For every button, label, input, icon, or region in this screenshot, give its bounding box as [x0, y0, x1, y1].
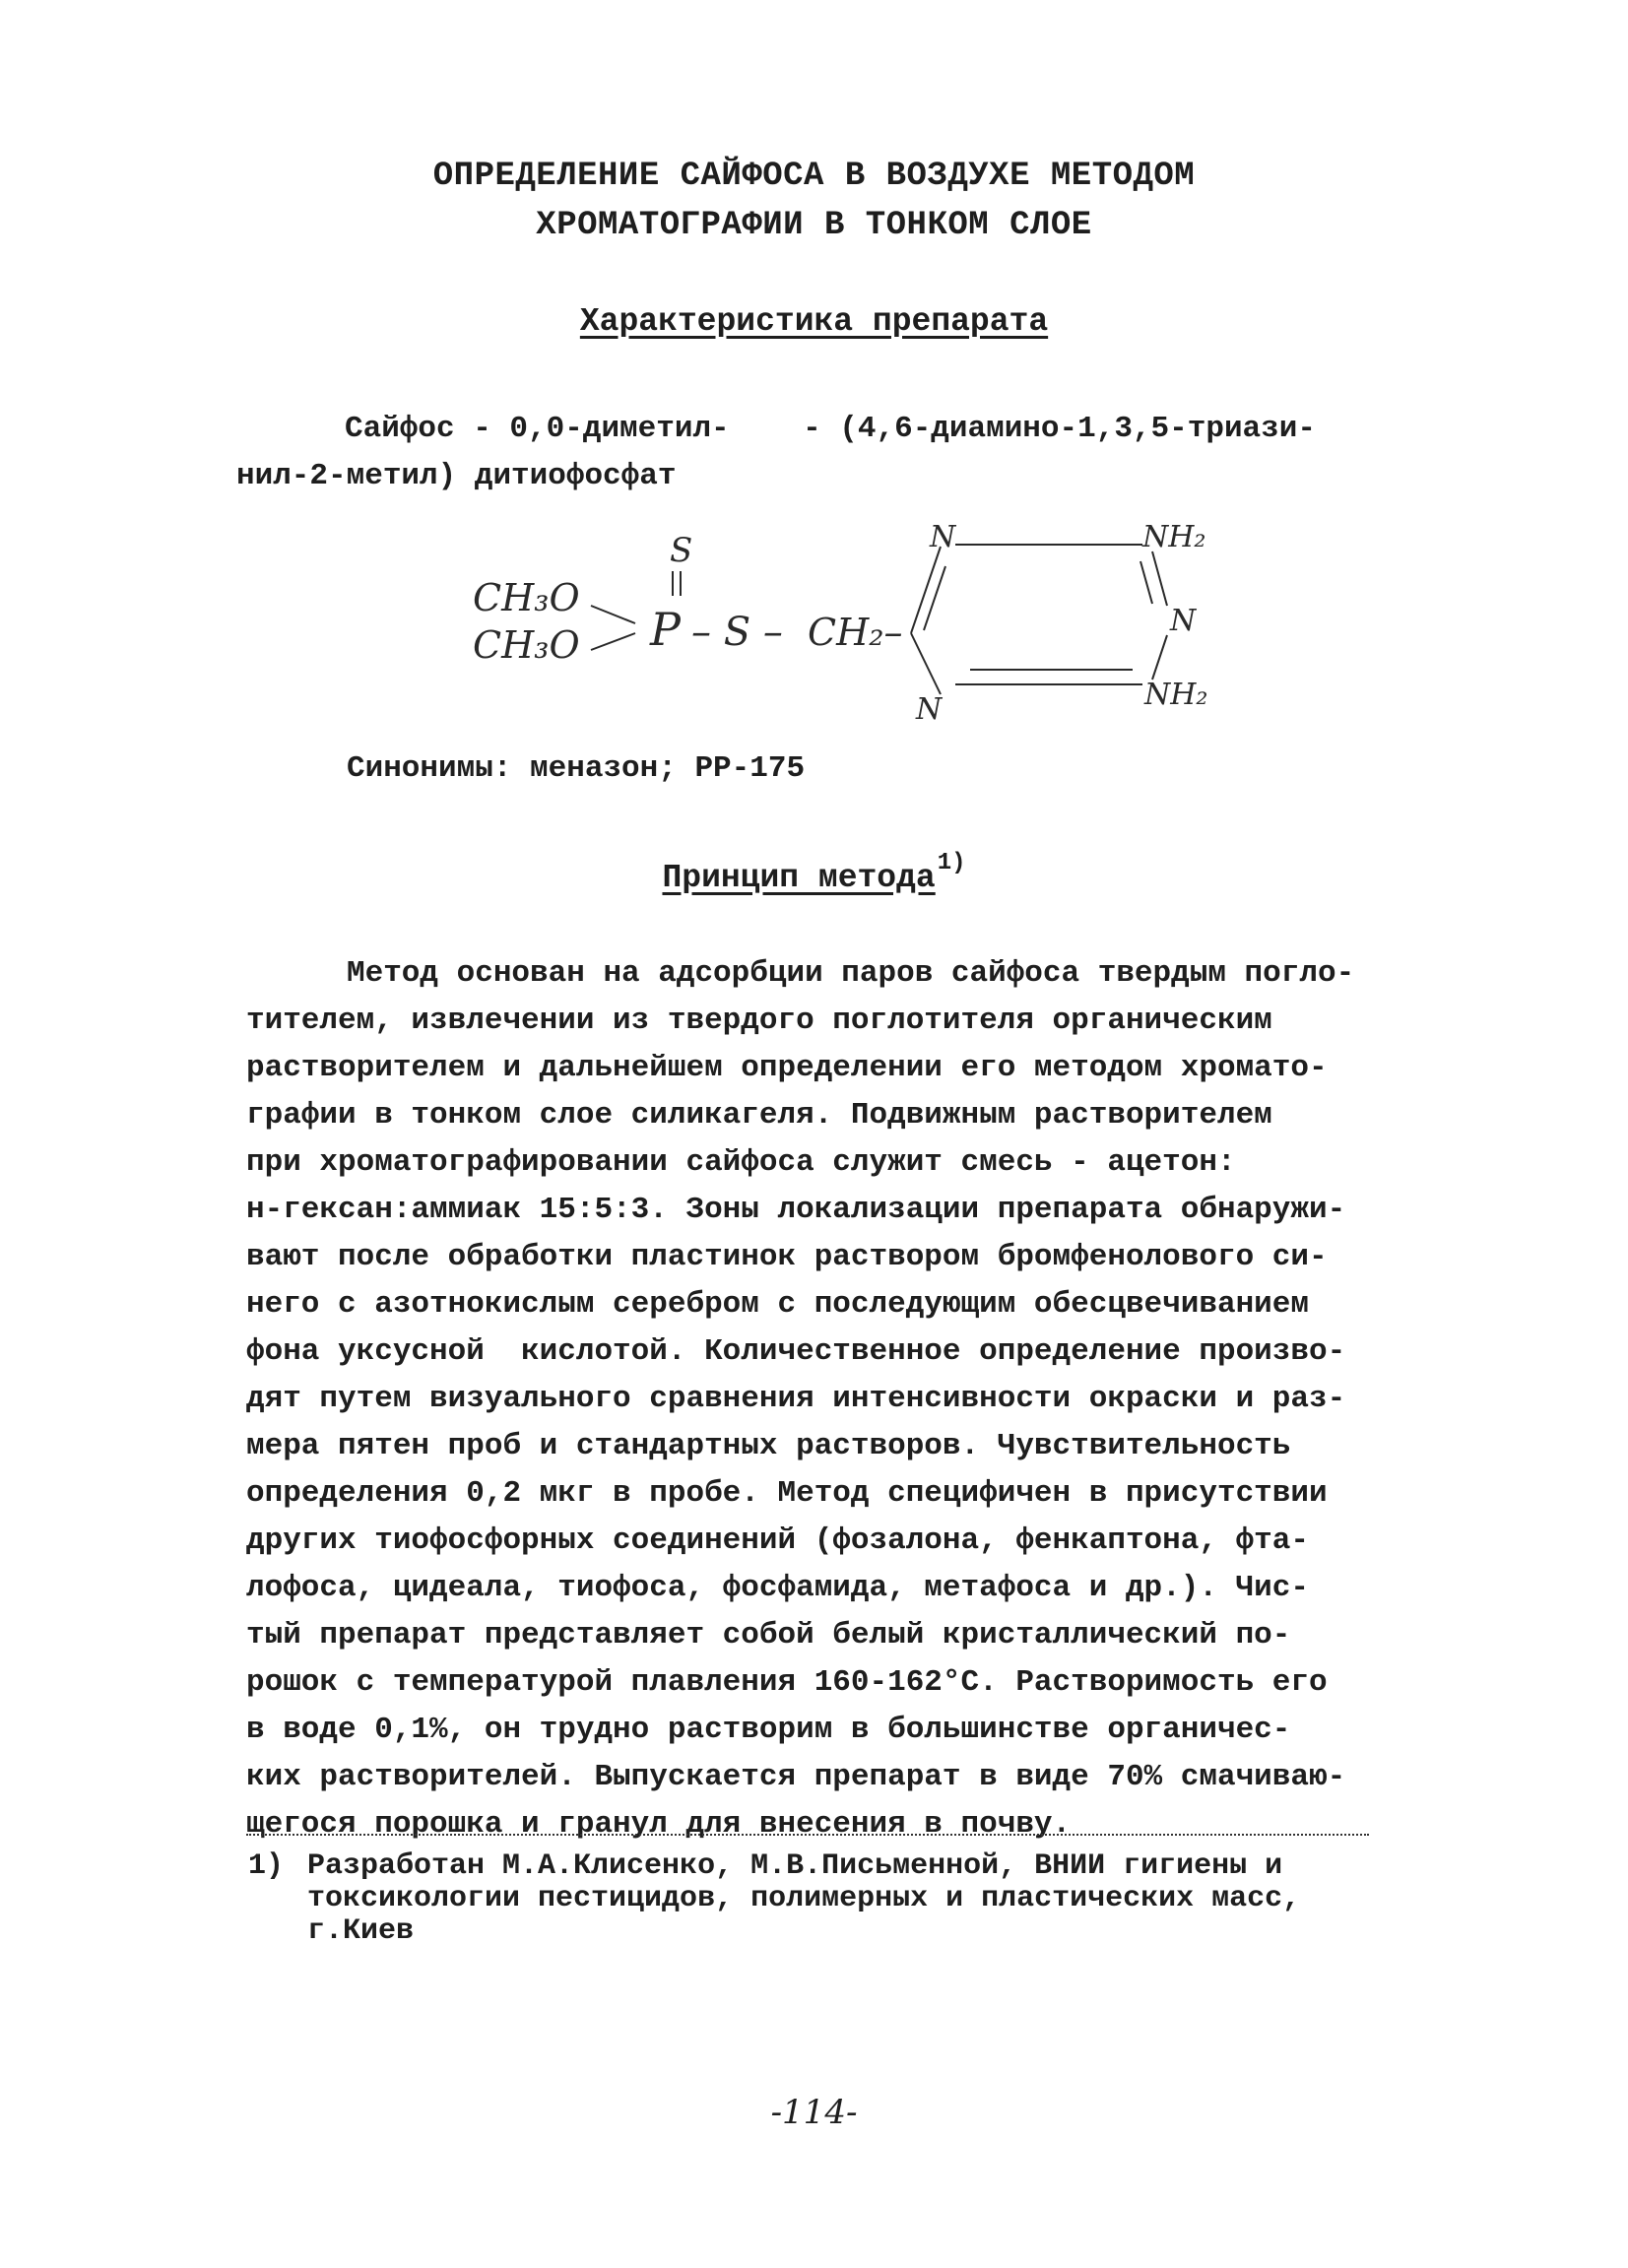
- structural-formula: [463, 517, 1270, 724]
- paragraph-line: рошок с температурой плавления 160-162°С. Растворимость его: [246, 1665, 1328, 1700]
- paragraph-line: тый препарат представляет собой белый кристаллический по-: [246, 1618, 1291, 1652]
- formula-nh2-bottom: NH₂: [1144, 678, 1208, 712]
- principle-heading-text: Принцип метода: [662, 860, 936, 896]
- bond-upper-to-p: [591, 606, 635, 623]
- ring-bond-left-down: [911, 633, 941, 694]
- footnote-line-3: г.Киев: [307, 1914, 415, 1948]
- footnote-line-1: Разработан М.А.Клисенко, М.В.Письменной, ВНИИ гигиены и: [307, 1849, 1283, 1883]
- bond-lower-to-p: [591, 633, 635, 650]
- formula-ch2: CH₂–: [808, 611, 903, 654]
- formula-n-right: N: [1170, 604, 1197, 638]
- document-title-line-2: ХРОМАТОГРАФИИ В ТОНКОМ СЛОЕ: [536, 207, 1092, 244]
- formula-n-top-left: N: [930, 520, 956, 554]
- section-heading-characteristics: Характеристика препарата: [579, 303, 1049, 340]
- paragraph-line: щегося порошка и гранул для внесения в почву.: [246, 1807, 1072, 1842]
- synonyms-line: Синонимы: меназон; РР-175: [347, 751, 806, 786]
- footnote-line-2: токсикологии пестицидов, полимерных и пластических масс,: [307, 1882, 1301, 1915]
- paragraph-line: него с азотнокислым серебром с последующим обесцвечиванием: [246, 1287, 1309, 1322]
- chemical-name-line-2: нил-2-метил) дитиофосфат: [236, 459, 677, 493]
- paragraph-line: н-гексан:аммиак 15:5:3. Зоны локализации препарата обнаружи-: [246, 1193, 1346, 1227]
- formula-ch3o-upper: CH₃O: [473, 576, 580, 619]
- formula-s-top: S: [670, 531, 693, 570]
- page-number: -114-: [770, 2093, 858, 2132]
- paragraph-line: растворителем и дальнейшем определении его методом хромато-: [246, 1051, 1328, 1085]
- paragraph-line: тителем, извлечении из твердого поглотителя органическим: [246, 1004, 1272, 1038]
- formula-p: P: [650, 603, 681, 656]
- formula-ch3o-lower: CH₃O: [473, 623, 580, 667]
- formula-s-link: – S –: [691, 610, 783, 655]
- paragraph-line: Метод основан на адсорбции паров сайфоса твердым погло-: [347, 956, 1355, 991]
- section-heading-principle: [0, 850, 1628, 896]
- ring-bond-right-up: [1152, 551, 1167, 606]
- formula-nh2-top: NH₂: [1142, 520, 1206, 554]
- paragraph-line: мера пятен проб и стандартных растворов. Чувствительность: [246, 1429, 1291, 1463]
- ring-bond-right-down: [1152, 635, 1167, 680]
- ring-double-left: [924, 566, 945, 630]
- chemical-name-line-1: Сайфос - 0,0-диметил- - (4,6-диамино-1,3,5-триази-: [345, 412, 1316, 446]
- footnote-divider: [246, 1834, 1369, 1836]
- paragraph-line: при хроматографировании сайфоса служит смесь - ацетон:: [246, 1145, 1236, 1180]
- paragraph-line: в воде 0,1%, он трудно растворим в большинстве органичес-: [246, 1713, 1291, 1747]
- paragraph-line: фона уксусной кислотой. Количественное определение произво-: [246, 1334, 1346, 1369]
- ring-double-right: [1140, 561, 1152, 604]
- paragraph-line: дят путем визуального сравнения интенсивности окраски и раз-: [246, 1382, 1346, 1416]
- paragraph-line: ких растворителей. Выпускается препарат в виде 70% смачиваю-: [246, 1760, 1346, 1794]
- paragraph-line: лофоса, цидеала, тиофоса, фосфамида, метафоса и др.). Чис-: [246, 1571, 1309, 1605]
- paragraph-line: определения 0,2 мкг в пробе. Метод специфичен в присутствии: [246, 1476, 1328, 1511]
- formula-n-bottom-left: N: [916, 692, 943, 724]
- footnote-mark: 1): [248, 1849, 285, 1883]
- principle-footnote-mark: 1): [937, 850, 966, 876]
- ring-bond-left-up: [911, 547, 941, 633]
- paragraph-line: вают после обработки пластинок раствором бромфенолового си-: [246, 1240, 1328, 1274]
- paragraph-line: графии в тонком слое силикагеля. Подвижным растворителем: [246, 1098, 1272, 1133]
- paragraph-line: других тиофосфорных соединений (фозалона, фенкаптона, фта-: [246, 1523, 1309, 1558]
- document-title-line-1: ОПРЕДЕЛЕНИЕ САЙФОСА В ВОЗДУХЕ МЕТОДОМ: [432, 158, 1196, 195]
